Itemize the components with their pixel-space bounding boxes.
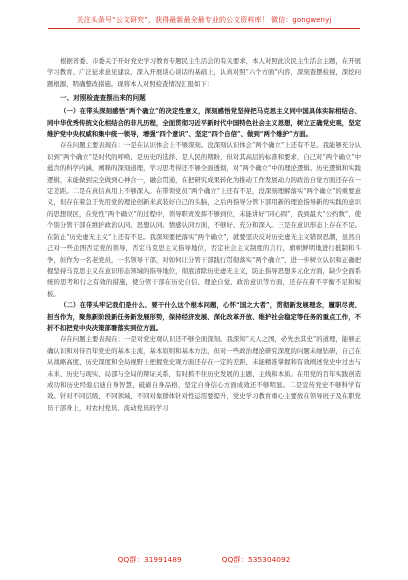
section-heading: 一、对照检查查摆出来的问题 <box>60 94 146 103</box>
document-body <box>47 56 361 414</box>
footer-qq-group-1: QQ群：31991489 <box>117 555 182 564</box>
page-footer <box>0 554 408 565</box>
header-divider <box>48 28 360 29</box>
problem-paragraph-1: 存在问题主要表现在：一是在认识体会上不够深刻。没深刻认识体会“两个确立”上还有不足。我能够充分认识到“两个确立”是时代的呼唤、是历史的选择、是人民的期盼，但对其高层的标准和要求，自己对“两个确立”中蕴含的科学内涵，阐释的深刻道理，学习思考得还不够全面透彻，对“两个确立”中的理论逻辑、历史逻辑和实践逻辑，未能做到完全做到心神合一，融会贯通，在把研究成果转化为推动工作发展动力的政治自觉方面还存在一定差距。二是在真信真用上不够深入。在带领党员“两个确立”上还有不足，没深刻理解落实“两个确立”的重要意义，但存在着急于先用党的理论创新来武装好自己的头脑，之后再指导分管下部用新的理论指导新的实践的意识的思想误区，在党性“两个确立”的过程中，领导职责发挥不够到位，未能讲好“同心圆”，我到最大“公约数”，使个别分管干部在维护政治认同、思想认同、情感认同方面，不够好、充分和深入。三是在意识形态上存在不足。在防止“历史虚无主义”上还有不足。我深知要把落实“两个确立”，就要坚决反对历史虚无主义错误思潮，虽然自己对一些企图否定党的领导，否定马克思主义指导地位，否定社会主义制度的言行，旗帜鲜明地进行抵制和斗争，但作为一名老党员，一名领导干部，对如何让分管干部践行贯彻落实“两个确立”，进一步树立认识和正确把握坚持马克思主义在意识形态领域的指导地位，彻底清除历史虚无主义，防止指导思想多元化方面，缺少全面系统的思考和行之有效的措施，使分管干部在历史自信、理论自觉、政治意识等方面，还存在着不平衡不足和短板。 <box>47 141 361 298</box>
intro-paragraph: 根据省委、市委关于开好党史学习教育专题民主生活会的有关要求，本人对照此次民主生活会主题，在开展学习教育、广泛征求意见建议、深入开展谈心谈话的基础上，认真对照“六个方面”内容，深刻查摆检视，深挖问题根源，明确整改措施。现将本人对照检查情况汇报如下： <box>47 57 361 88</box>
subsection-heading-2: （二）在带头牢记我们是什么、要干什么这个根本问题，心怀“国之大者”，贯彻新发展理念，履职尽责、担当作为，聚焦新阶段新任务新发展形势，保持经济发展、深化改革开放、维护社会稳定等任务的重点工作，不折不扣把党中央决策部署落实到位方面。 <box>47 301 361 332</box>
footer-qq-group-2: QQ群：535304092 <box>221 555 291 564</box>
page-header <box>48 16 360 29</box>
problem-paragraph-2: 存在问题主要表现在：一是对党史观认识还不够全面深刻。我深知“天人之国，必先去其史”的道理，能够正确认识和对待百年党史的基本主流，基本原则和基本方法，但对一些政治理论研究深度的问题未细钻研，自己在从战略高度、历史深度和全局视野上把握党史观方面还存在一定的差距，未能精准掌握和有效阐述党史中过去与未来、历史与现实、局部与全局的辩证关系，有时抓不住历史发展的主题、主线和本质。在用党的百年实践创造成功和历史经验启迪自身智慧、砥砺自身品格、坚定自身信心方面成效还不够明显。二是宣传党史不够科学有效。针对不同层级、不同领域、不同对象群体针对性运用要提升，党史学习教育重心主要放在领导班子及在职党员干部身上，对农村党员、流动党员的学习 <box>47 335 361 412</box>
header-promo-text: 关注头条号“公文研究”，获得最新最全最专业的公文资料库！ 微信：gongwenyj <box>76 16 332 24</box>
subsection-heading-1: （一）在带头深刻感悟“两个确立”的决定性意义，深刻感悟党坚持把马克思主义同中国具体实际相结合、同中华优秀传统文化相结合的非凡历程，全面贯彻习近平新时代中国特色社会主义思想，树立正确党史观，坚定维护党中央权威和集中统一领导，增强“四个意识”、坚定“四个自信”、做到“两个维护”方面。 <box>47 107 361 139</box>
